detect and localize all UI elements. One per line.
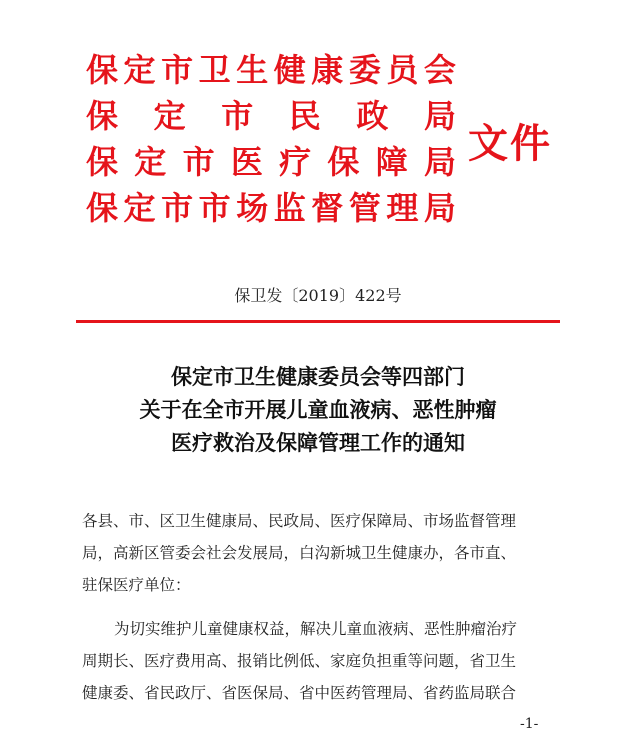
title-line: 医疗救治及保障管理工作的通知 xyxy=(171,430,465,455)
body-line: 周期长、医疗费用高、报销比例低、家庭负担重等问题，省卫生 xyxy=(82,652,517,670)
issuer-line: 保 定 市 卫 生 健 康 委 员 会 xyxy=(86,51,456,89)
document-label: 文件 xyxy=(468,121,552,167)
title-line: 关于在全市开展儿童血液病、恶性肿瘤 xyxy=(139,397,497,422)
issuing-authorities xyxy=(86,50,456,234)
recipients-line: 驻保医疗单位： xyxy=(82,576,191,594)
issuer-line: 保 定 市 医 疗 保 障 局 xyxy=(86,143,456,181)
issuer-line: 保 定 市 民 政 局 xyxy=(86,97,456,135)
body-line: 为切实维护儿童健康权益，解决儿童血液病、恶性肿瘤治疗 xyxy=(114,620,518,638)
recipients-block xyxy=(82,505,572,601)
page-number: -1- xyxy=(520,716,539,732)
body-paragraph xyxy=(82,613,572,709)
red-divider xyxy=(76,320,560,323)
notice-title xyxy=(0,360,636,459)
document-number: 保卫发〔2019〕422号 xyxy=(234,286,402,305)
title-line: 保定市卫生健康委员会等四部门 xyxy=(171,364,465,389)
recipients-line: 各县、市、区卫生健康局、民政局、医疗保障局、市场监督管理 xyxy=(82,512,517,530)
body-line: 健康委、省民政厅、省医保局、省中医药管理局、省药监局联合 xyxy=(82,684,517,702)
recipients-line: 局，高新区管委会社会发展局，白沟新城卫生健康办，各市直、 xyxy=(82,544,517,562)
issuer-line: 保 定 市 市 场 监 督 管 理 局 xyxy=(86,189,456,227)
